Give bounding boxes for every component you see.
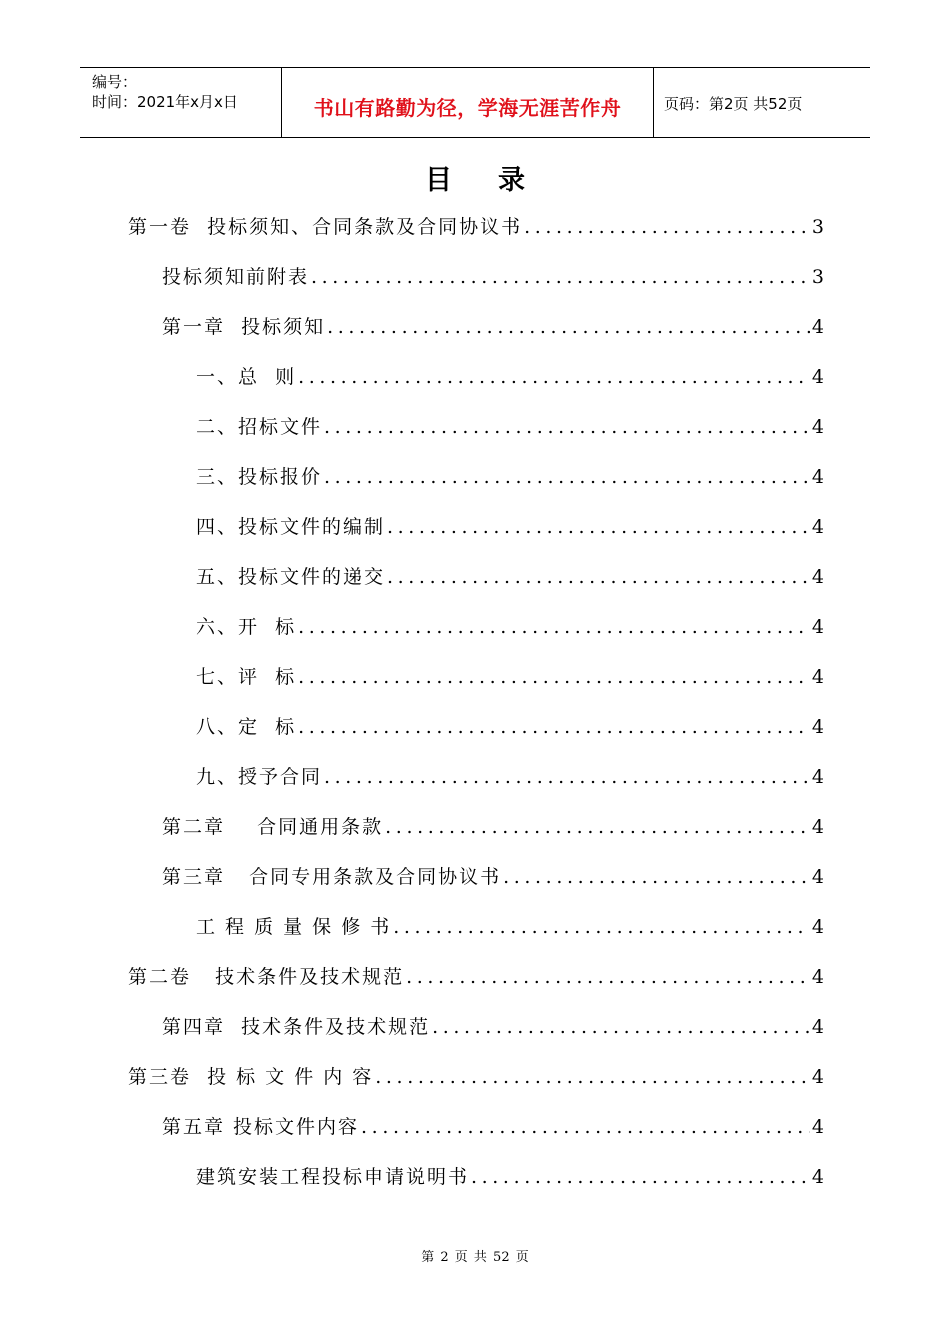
toc-entry[interactable]: [128, 1048, 824, 1088]
toc-entry[interactable]: [162, 248, 824, 288]
toc-leader-dots: [298, 366, 810, 388]
toc-entry-title: 第五章 投标文件内容: [162, 1116, 360, 1138]
toc-leader-dots: [524, 216, 810, 238]
toc-leader-dots: [375, 1066, 810, 1088]
date-label: 时间：2021年x月x日: [92, 93, 238, 111]
toc-entry[interactable]: [196, 498, 824, 538]
toc-entry-page: 4: [811, 416, 824, 438]
toc-entry-title: 第三章 合同专用条款及合同协议书: [162, 866, 502, 888]
toc-entry-page: 4: [811, 366, 824, 388]
toc-leader-dots: [311, 266, 810, 288]
toc-entry-page: 4: [811, 966, 824, 988]
toc-entry[interactable]: [162, 798, 824, 838]
toc-entry-title: 第三卷 投 标 文 件 内 容: [128, 1066, 374, 1088]
toc-entry-title: 第一卷 投标须知、合同条款及合同协议书: [128, 216, 523, 238]
toc-leader-dots: [393, 916, 810, 938]
toc-leader-dots: [298, 716, 810, 738]
toc-entry-page: 4: [811, 816, 824, 838]
toc-entry-title: 第四章 技术条件及技术规范: [162, 1016, 431, 1038]
toc-entry[interactable]: [196, 698, 824, 738]
toc-leader-dots: [387, 516, 810, 538]
toc-leader-dots: [432, 1016, 810, 1038]
toc-entry-title: 三、投标报价: [196, 466, 323, 488]
toc-entry-page: 4: [811, 1166, 824, 1188]
toc-entry[interactable]: [162, 848, 824, 888]
toc-entry-title: 九、授予合同: [196, 766, 323, 788]
header-left-cell: [92, 72, 238, 112]
toc-entry[interactable]: [162, 998, 824, 1038]
toc-leader-dots: [387, 566, 810, 588]
toc-leader-dots: [385, 816, 810, 838]
header-divider: [653, 68, 654, 137]
toc-entry-title: 二、招标文件: [196, 416, 323, 438]
toc-entry[interactable]: [196, 1148, 824, 1188]
toc-entry-page: 4: [811, 666, 824, 688]
toc-entry-title: 第一章 投标须知: [162, 316, 326, 338]
toc-entry[interactable]: [196, 748, 824, 788]
toc-leader-dots: [324, 766, 810, 788]
toc-entry-title: 建筑安装工程投标申请说明书: [196, 1166, 470, 1188]
toc-entry-page: 4: [811, 766, 824, 788]
page-footer: 第 2 页 共 52 页: [421, 1250, 529, 1265]
toc-entry-page: 4: [811, 1016, 824, 1038]
toc-entry-page: 4: [811, 716, 824, 738]
toc-entry[interactable]: [196, 348, 824, 388]
toc-entry-page: 4: [811, 516, 824, 538]
toc-leader-dots: [503, 866, 810, 888]
toc-entry[interactable]: [196, 648, 824, 688]
toc-entry-title: 六、开 标: [196, 616, 297, 638]
document-header: [80, 67, 870, 138]
toc-entry-title: 一、总 则: [196, 366, 297, 388]
toc-entry-title: 七、评 标: [196, 666, 297, 688]
header-motto: 书山有路勤为径，学海无涯苦作舟: [313, 96, 622, 120]
number-label: 编号：: [92, 73, 138, 91]
toc-leader-dots: [298, 616, 810, 638]
toc-entry-page: 4: [811, 1116, 824, 1138]
toc-entry[interactable]: [196, 398, 824, 438]
toc-entry[interactable]: [196, 448, 824, 488]
toc-entry-title: 工 程 质 量 保 修 书: [196, 916, 392, 938]
page-title: 目录: [425, 165, 571, 196]
header-page-info: 页码：第2页 共52页: [664, 95, 803, 113]
toc-leader-dots: [327, 316, 810, 338]
toc-leader-dots: [324, 466, 810, 488]
toc-leader-dots: [324, 416, 810, 438]
toc-entry-title: 五、投标文件的递交: [196, 566, 386, 588]
toc-entry[interactable]: [196, 898, 824, 938]
toc-entry-title: 投标须知前附表: [162, 266, 310, 288]
toc-entry-page: 4: [811, 866, 824, 888]
toc-entry-page: 3: [811, 216, 824, 238]
toc-leader-dots: [298, 666, 810, 688]
toc-entry-title: 八、定 标: [196, 716, 297, 738]
toc-leader-dots: [406, 966, 810, 988]
toc-entry[interactable]: [196, 598, 824, 638]
toc-entry-title: 第二章 合同通用条款: [162, 816, 384, 838]
toc-entry-page: 4: [811, 1066, 824, 1088]
toc-entry-title: 四、投标文件的编制: [196, 516, 386, 538]
toc-entry-page: 4: [811, 566, 824, 588]
toc-entry-title: 第二卷 技术条件及技术规范: [128, 966, 405, 988]
toc-entry[interactable]: [128, 198, 824, 238]
toc-entry[interactable]: [162, 298, 824, 338]
toc-entry-page: 4: [811, 316, 824, 338]
toc-entry-page: 4: [811, 616, 824, 638]
toc-entry-page: 4: [811, 916, 824, 938]
toc-entry[interactable]: [128, 948, 824, 988]
toc-entry-page: 3: [811, 266, 824, 288]
toc-leader-dots: [361, 1116, 810, 1138]
toc-entry[interactable]: [162, 1098, 824, 1138]
toc-leader-dots: [471, 1166, 810, 1188]
toc-entry-page: 4: [811, 466, 824, 488]
toc-entry[interactable]: [196, 548, 824, 588]
